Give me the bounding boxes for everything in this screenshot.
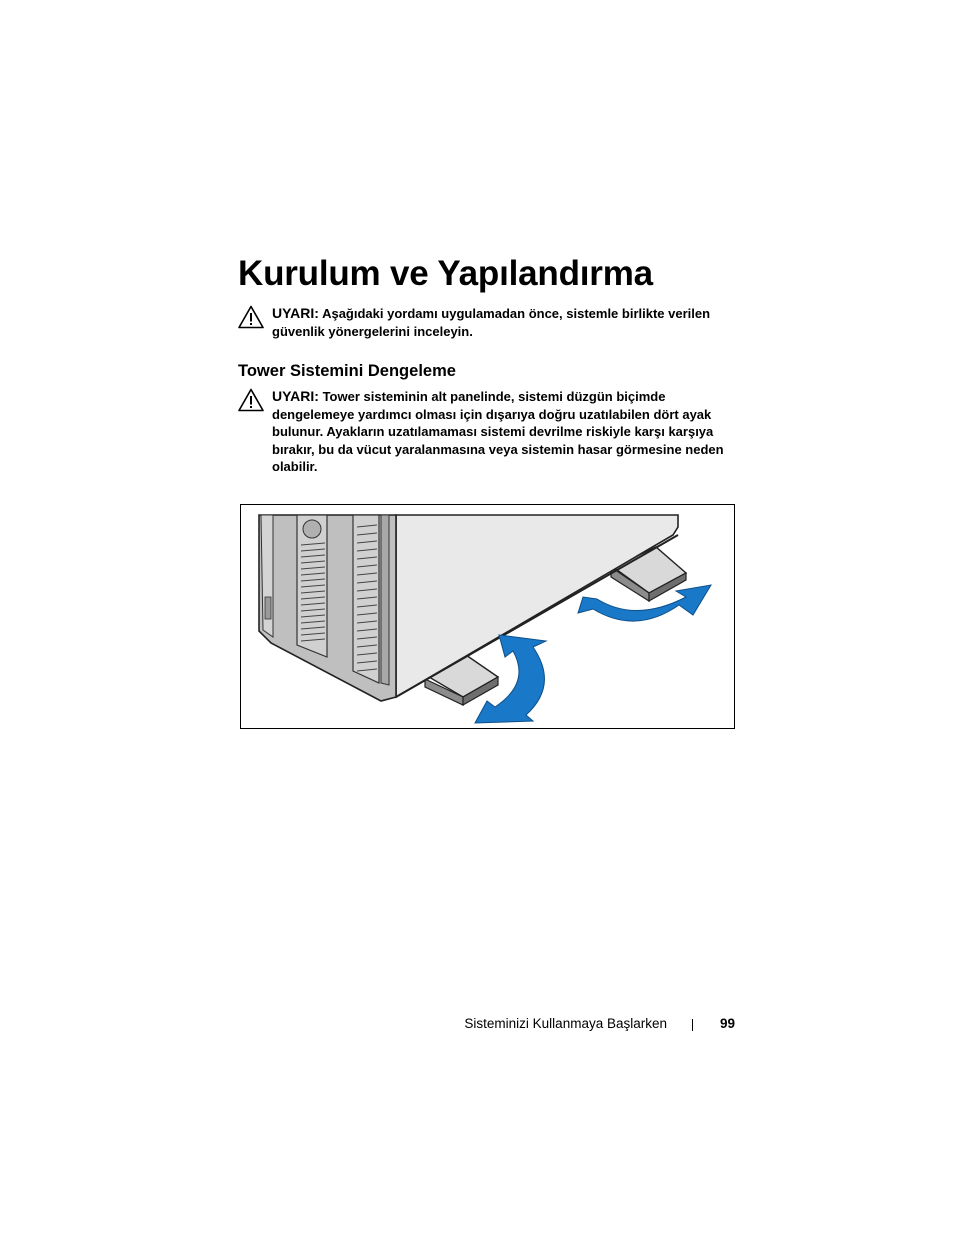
warning-note [238, 305, 738, 340]
warning-note [238, 388, 738, 476]
warning-icon [238, 305, 264, 329]
section-heading: Tower Sistemini Dengeleme [238, 362, 456, 380]
footer-title: Sisteminizi Kullanmaya Başlarken [464, 1016, 667, 1031]
warning-label: UYARI: [272, 305, 319, 321]
page-number: 99 [719, 1016, 735, 1031]
warning-icon [238, 388, 264, 412]
warning-label: UYARI: [272, 388, 319, 404]
tower-front-bezel [259, 515, 396, 701]
page-footer [440, 1016, 735, 1036]
page-title: Kurulum ve Yapılandırma [238, 254, 653, 293]
warning-text: Tower sisteminin alt panelinde, sistemi düzgün biçimde dengelemeye yardımcı olması için dışarıya doğru uzatılabilen dört ayak bulunur. Ayakların uzatılamaması sistemi devrilme riskiyle karşı karşıya bırakır, bu da vücut yaralanmasına veya sistemin hasar görmesine neden olabilir. [272, 389, 724, 474]
footer-separator [692, 1019, 693, 1031]
warning-text: Aşağıdaki yordamı uygulamadan önce, sistemle birlikte verilen güvenlik yönergelerini inceleyin. [272, 306, 711, 339]
tower-stabilizer-illustration [240, 504, 735, 729]
